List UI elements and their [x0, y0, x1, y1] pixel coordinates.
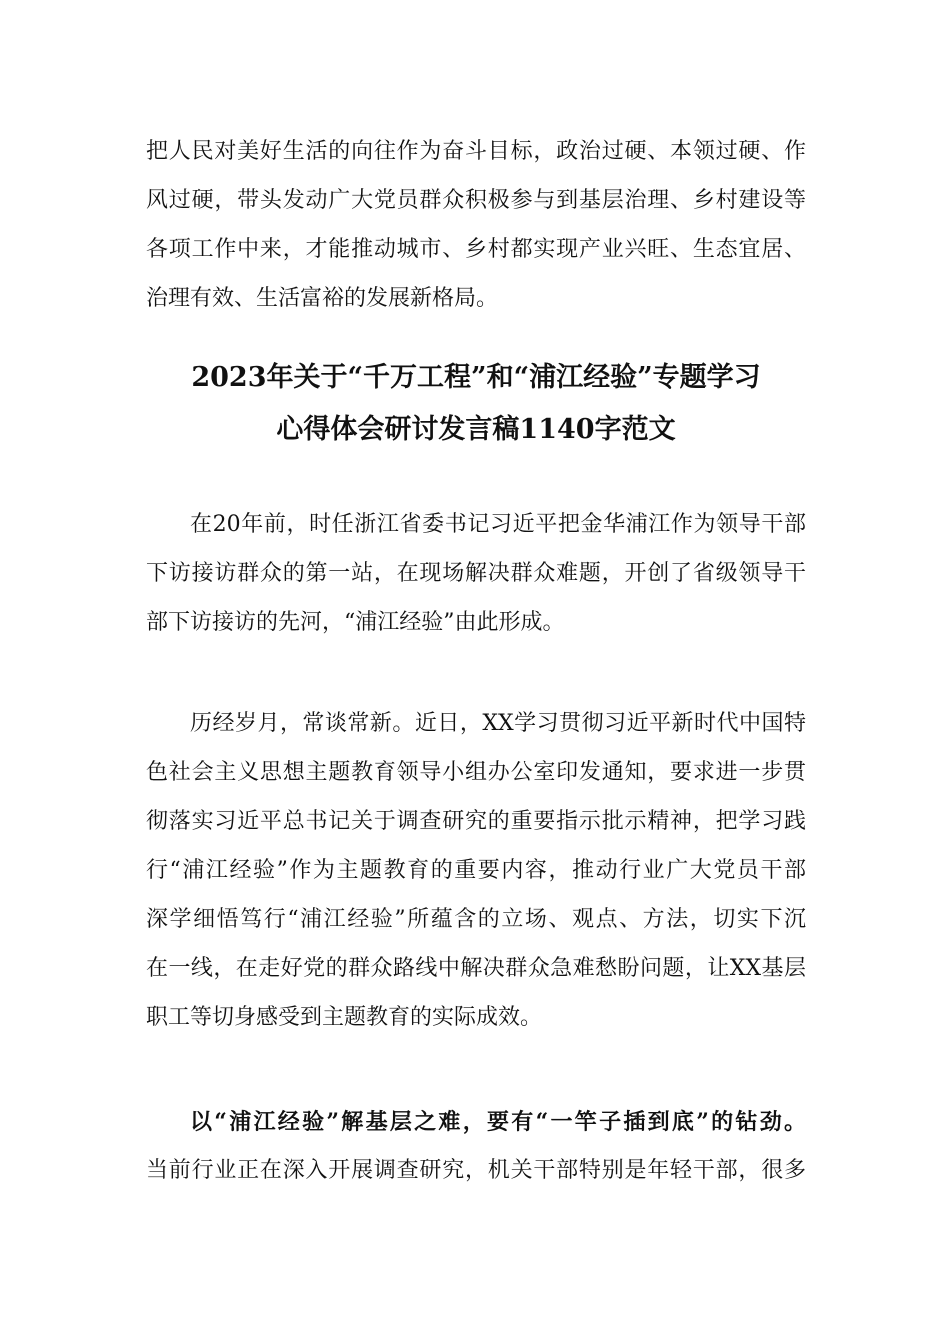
- text-line: 在20年前，时任浙江省委书记习近平把金华浦江作为领导干部: [190, 512, 806, 537]
- text-line: 当前行业正在深入开展调查研究，机关干部特别是年轻干部，很多: [146, 1158, 806, 1183]
- text-line: 治理有效、生活富裕的发展新格局。: [146, 286, 499, 311]
- paragraph-2: [146, 709, 806, 1033]
- paragraph-3: [146, 1107, 806, 1186]
- text-line: 行“浦江经验”作为主题教育的重要内容，推动行业广大党员干部: [146, 858, 806, 883]
- paragraph-1: [146, 510, 806, 638]
- intro-paragraph: [146, 137, 806, 314]
- text-line: 彻落实习近平总书记关于调查研究的重要指示批示精神，把学习践: [146, 809, 806, 834]
- title-line: 心得体会研讨发言稿1140字范文: [276, 414, 676, 445]
- title-line: 2023年关于“千万工程”和“浦江经验”专题学习: [191, 362, 761, 393]
- text-line: 把人民对美好生活的向往作为奋斗目标，政治过硬、本领过硬、作: [146, 139, 806, 164]
- text-line: 深学细悟笃行“浦江经验”所蕴含的立场、观点、方法，切实下沉: [146, 907, 806, 932]
- section-heading: 以“浦江经验”解基层之难，要有“一竿子插到底”的钻劲。: [190, 1109, 806, 1135]
- text-line: 职工等切身感受到主题教育的实际成效。: [146, 1005, 543, 1030]
- text-line: 各项工作中来，才能推动城市、乡村都实现产业兴旺、生态宜居、: [146, 237, 806, 262]
- text-line: 在一线，在走好党的群众路线中解决群众急难愁盼问题，让XX基层: [146, 956, 806, 981]
- article-title: [120, 360, 832, 448]
- text-line: 历经岁月，常谈常新。近日，XX学习贯彻习近平新时代中国特: [190, 711, 806, 736]
- text-line: 色社会主义思想主题教育领导小组办公室印发通知，要求进一步贯: [146, 760, 806, 785]
- text-line: 风过硬，带头发动广大党员群众积极参与到基层治理、乡村建设等: [146, 188, 806, 213]
- text-line: 部下访接访的先河，“浦江经验”由此形成。: [146, 610, 565, 635]
- text-line: 下访接访群众的第一站，在现场解决群众难题，开创了省级领导干: [146, 561, 806, 586]
